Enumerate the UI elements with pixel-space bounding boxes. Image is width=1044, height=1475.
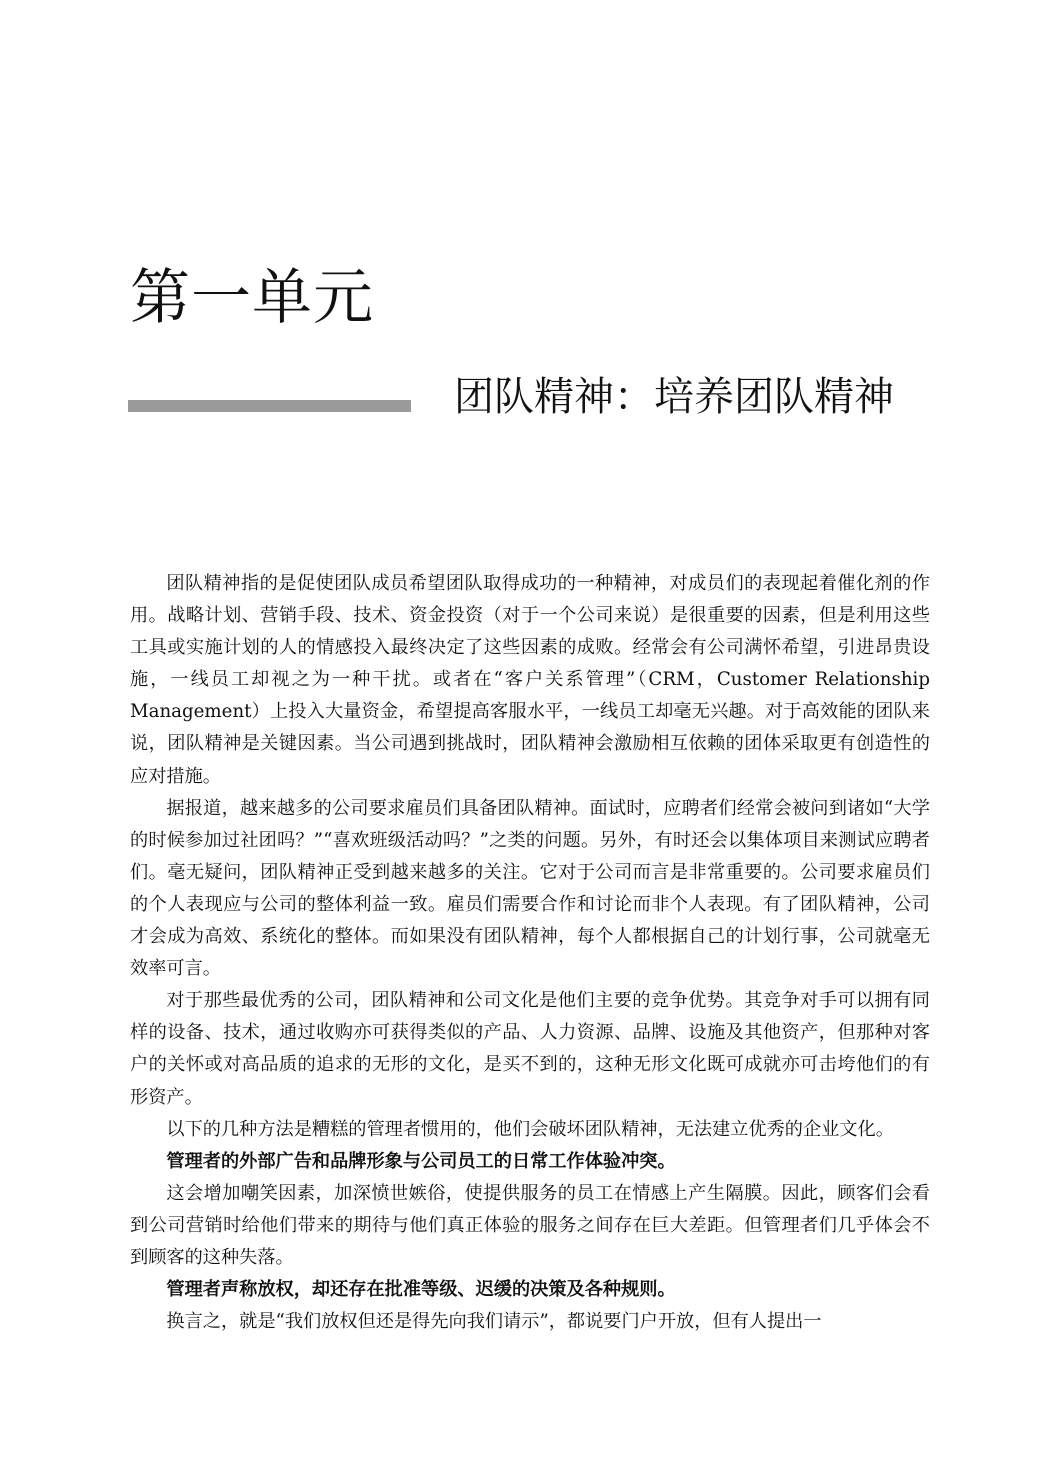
title-divider-bar	[128, 400, 411, 412]
paragraph: 团队精神指的是促使团队成员希望团队取得成功的一种精神，对成员们的表现起着催化剂的作用。战略计划、营销手段、技术、资金投资（对于一个公司来说）是很重要的因素，但是利用这些工具或实施计划的人的情感投入最终决定了这些因素的成败。经常会有公司满怀希望，引进昂贵设施，一线员工却视之为一种干扰。或者在“客户关系管理”（CRM，Customer Relationship Management）上投入大量资金，希望提高客服水平，一线员工却毫无兴趣。对于高效能的团队来说，团队精神是关键因素。当公司遇到挑战时，团队精神会激励相互依赖的团体采取更有创造性的应对措施。	[130, 573, 930, 787]
chapter-subtitle: 团队精神：培养团队精神	[454, 374, 894, 420]
paragraph: 对于那些最优秀的公司，团队精神和公司文化是他们主要的竞争优势。其竞争对手可以拥有同样的设备、技术，通过收购亦可获得类似的产品、人力资源、品牌、设施及其他资产，但那种对客户的关怀或对高品质的追求的无形的文化，是买不到的，这种无形文化既可成就亦可击垮他们的有形资产。	[130, 990, 930, 1108]
paragraph: 这会增加嘲笑因素，加深愤世嫉俗，使提供服务的员工在情感上产生隔膜。因此，顾客们会看到公司营销时给他们带来的期待与他们真正体验的服务之间存在巨大差距。但管理者们几乎体会不到顾客的这种失落。	[130, 1182, 930, 1268]
paragraph: 以下的几种方法是糟糕的管理者惯用的，他们会破坏团队精神，无法建立优秀的企业文化。	[166, 1118, 894, 1140]
unit-title: 第一单元	[130, 263, 374, 333]
paragraph: 据报道，越来越多的公司要求雇员们具备团队精神。面试时，应聘者们经常会被问到诸如“大学的时候参加过社团吗？”“喜欢班级活动吗？”之类的问题。另外，有时还会以集体项目来测试应聘者们。毫无疑问，团队精神正受到越来越多的关注。它对于公司而言是非常重要的。公司要求雇员们的个人表现应与公司的整体利益一致。雇员们需要合作和讨论而非个人表现。有了团队精神，公司才会成为高效、系统化的整体。而如果没有团队精神，每个人都根据自己的计划行事，公司就毫无效率可言。	[130, 797, 930, 980]
body-text	[130, 568, 930, 1338]
bold-heading-paragraph: 管理者的外部广告和品牌形象与公司员工的日常工作体验冲突。	[166, 1150, 676, 1172]
paragraph: 换言之，就是“我们放权但还是得先向我们请示”，都说要门户开放，但有人提出一	[166, 1311, 822, 1333]
bold-heading-paragraph: 管理者声称放权，却还存在批准等级、迟缓的决策及各种规则。	[166, 1279, 676, 1301]
